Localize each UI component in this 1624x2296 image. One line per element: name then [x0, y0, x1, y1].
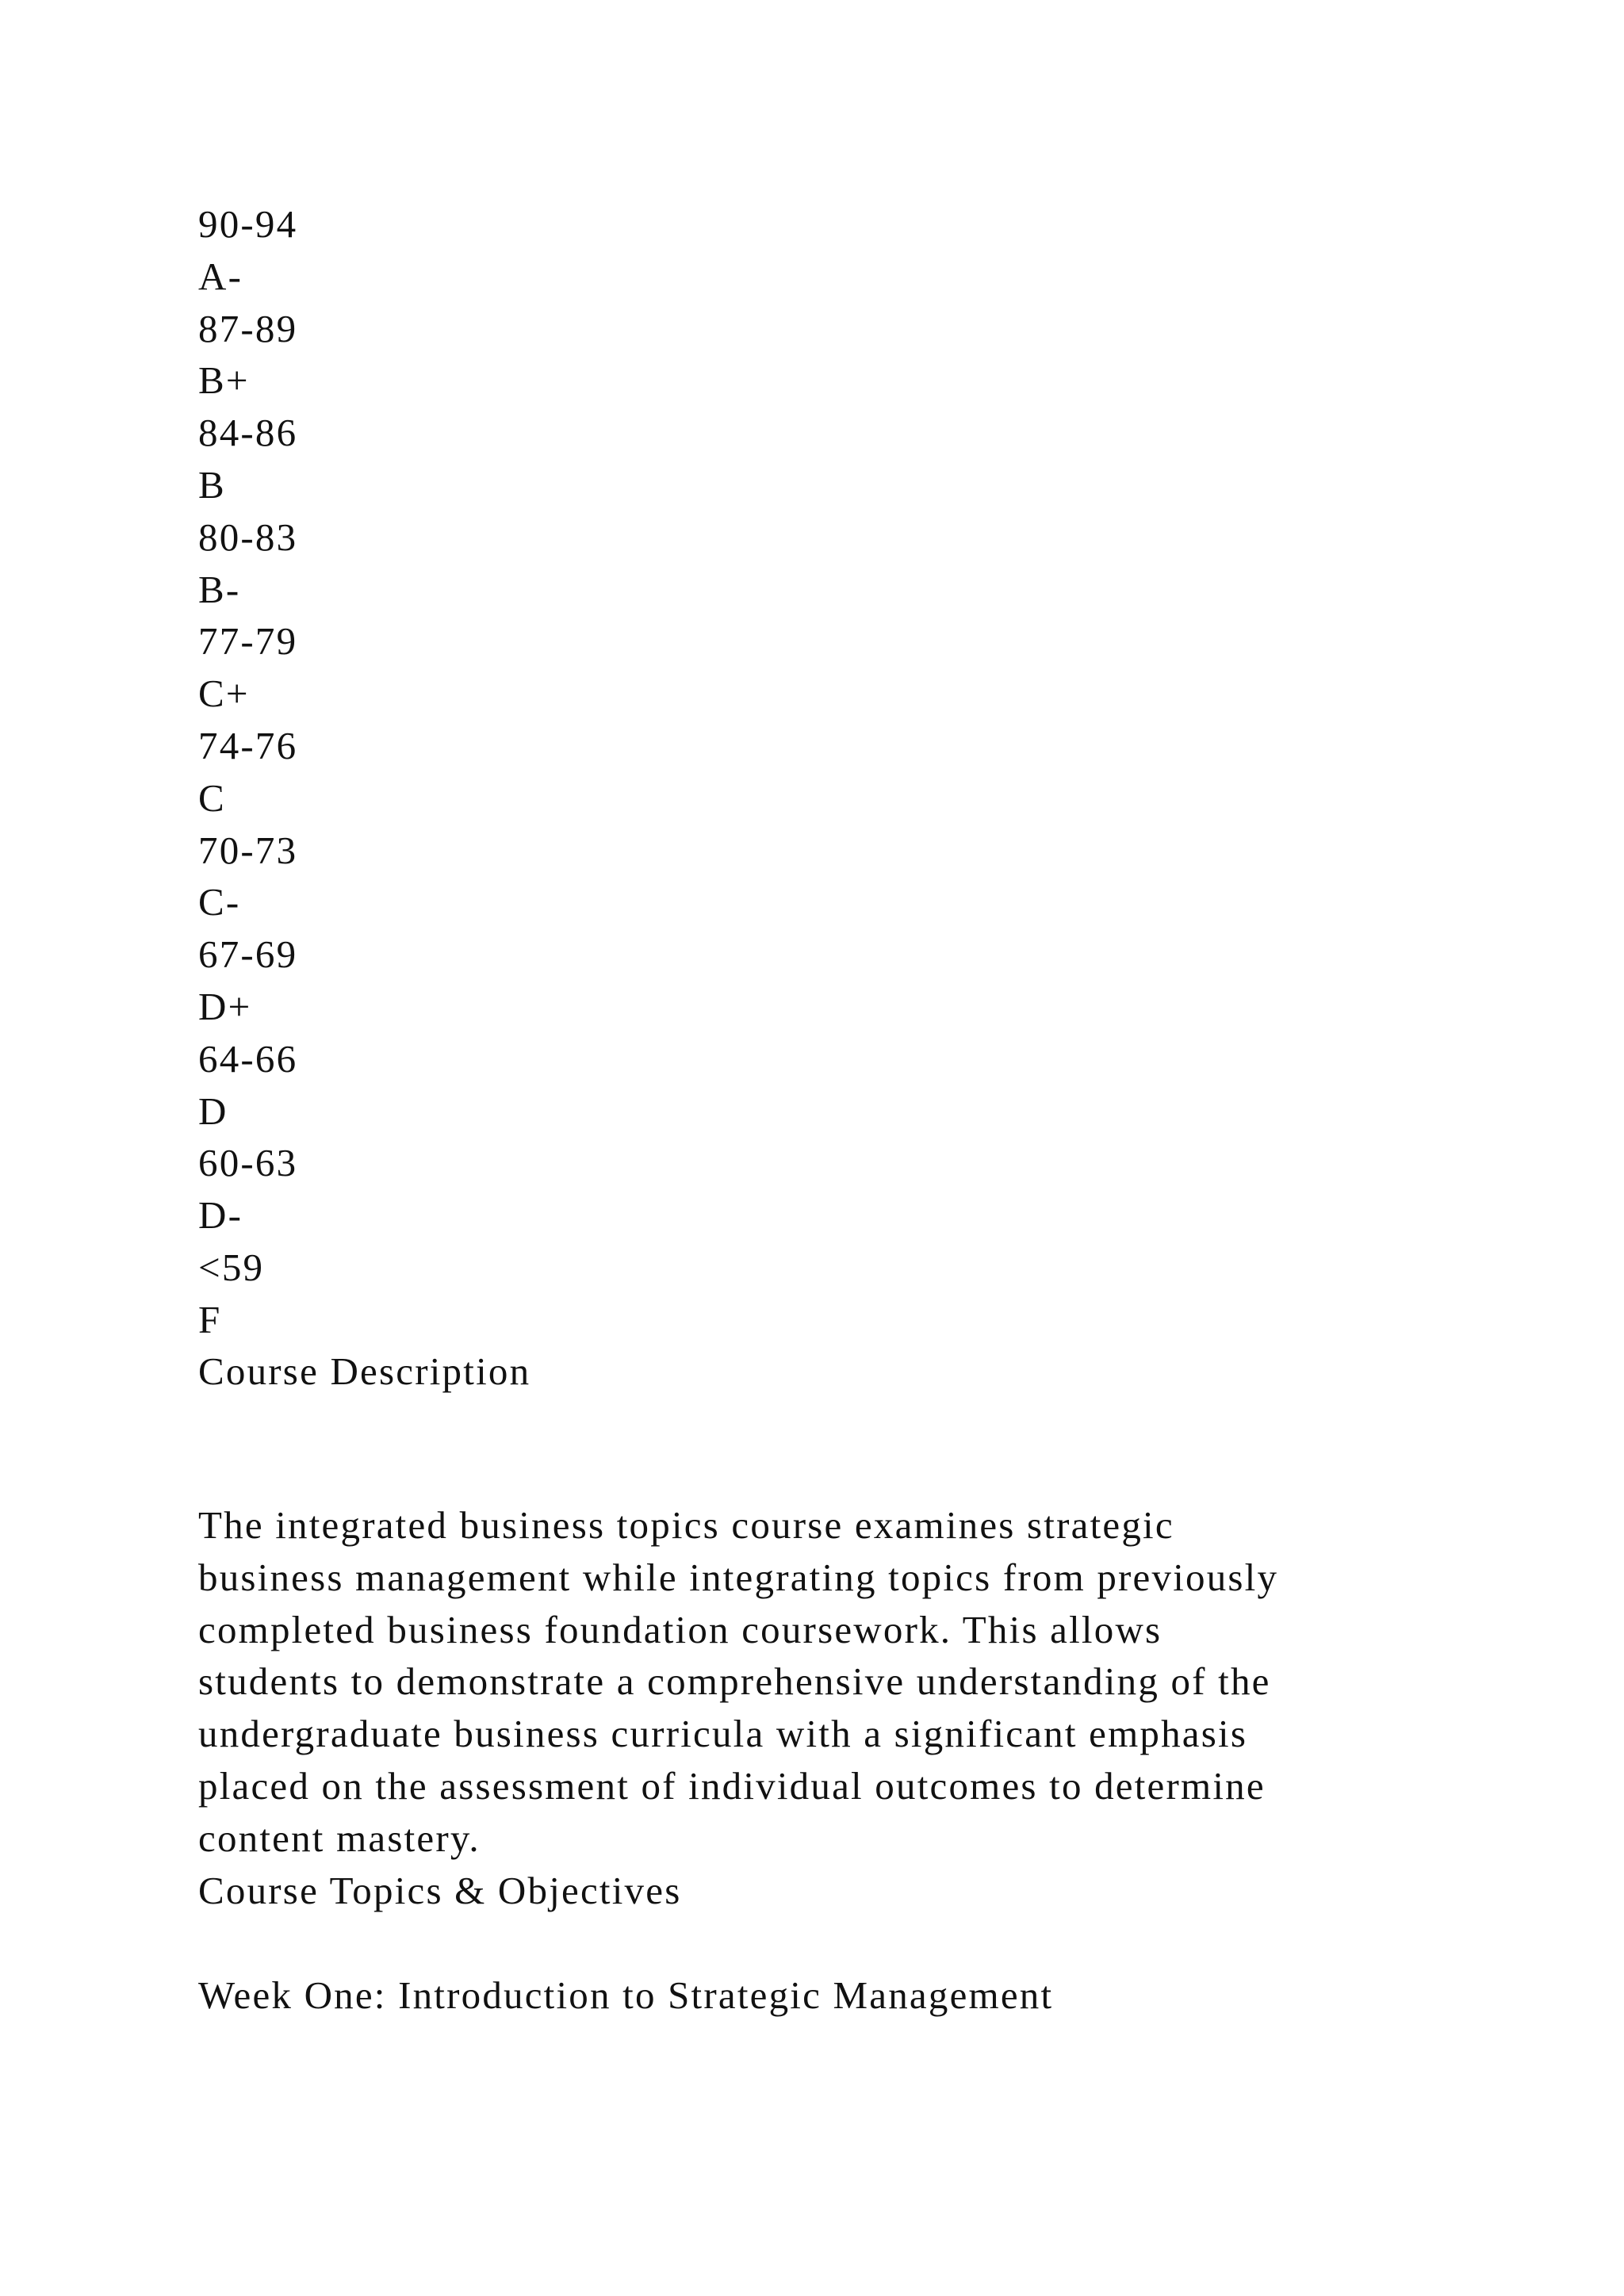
grade-range-60-63: 60-63 — [198, 1141, 298, 1185]
grade-letter-b: B — [198, 462, 226, 507]
week-one-heading: Week One: Introduction to Strategic Management — [198, 1973, 1054, 2017]
grade-range-80-83: 80-83 — [198, 515, 298, 559]
grading-scale-list — [198, 198, 297, 1346]
grade-range-74-76: 74-76 — [198, 723, 298, 767]
description-line: content mastery. — [198, 1816, 481, 1860]
description-line: completed business foundation coursework. This allows — [198, 1607, 1162, 1651]
grade-letter-b-minus: B- — [198, 567, 241, 611]
grade-letter-c-plus: C+ — [198, 672, 250, 716]
grade-letter-c-minus: C- — [198, 880, 241, 924]
grade-range-64-66: 64-66 — [198, 1036, 298, 1081]
grade-letter-f: F — [198, 1297, 222, 1341]
grade-letter-d-minus: D- — [198, 1193, 243, 1238]
description-line: undergraduate business curricula with a significant emphasis — [198, 1712, 1248, 1756]
course-topics-heading: Course Topics & Objectives — [198, 1869, 682, 1912]
grade-letter-b-plus: B+ — [198, 358, 250, 403]
grade-range-84-86: 84-86 — [198, 411, 298, 455]
grade-range-90-94: 90-94 — [198, 202, 298, 246]
description-line: students to demonstrate a comprehensive understanding of the — [198, 1659, 1271, 1704]
grade-range-below-59: <59 — [198, 1245, 265, 1289]
grade-range-70-73: 70-73 — [198, 828, 298, 872]
description-line: placed on the assessment of individual outcomes to determine — [198, 1763, 1266, 1808]
grade-letter-c: C — [198, 775, 226, 820]
grade-range-67-69: 67-69 — [198, 932, 298, 977]
grade-letter-d-plus: D+ — [198, 984, 252, 1028]
course-description-heading: Course Description — [198, 1349, 531, 1393]
grade-letter-a-minus: A- — [198, 254, 243, 298]
description-line: The integrated business topics course examines strategic — [198, 1503, 1174, 1547]
course-description-paragraph — [198, 1499, 1278, 1865]
description-line: business management while integrating topics from previously — [198, 1555, 1279, 1599]
grade-range-87-89: 87-89 — [198, 306, 298, 350]
grade-letter-d: D — [198, 1089, 228, 1133]
grade-range-77-79: 77-79 — [198, 619, 298, 664]
